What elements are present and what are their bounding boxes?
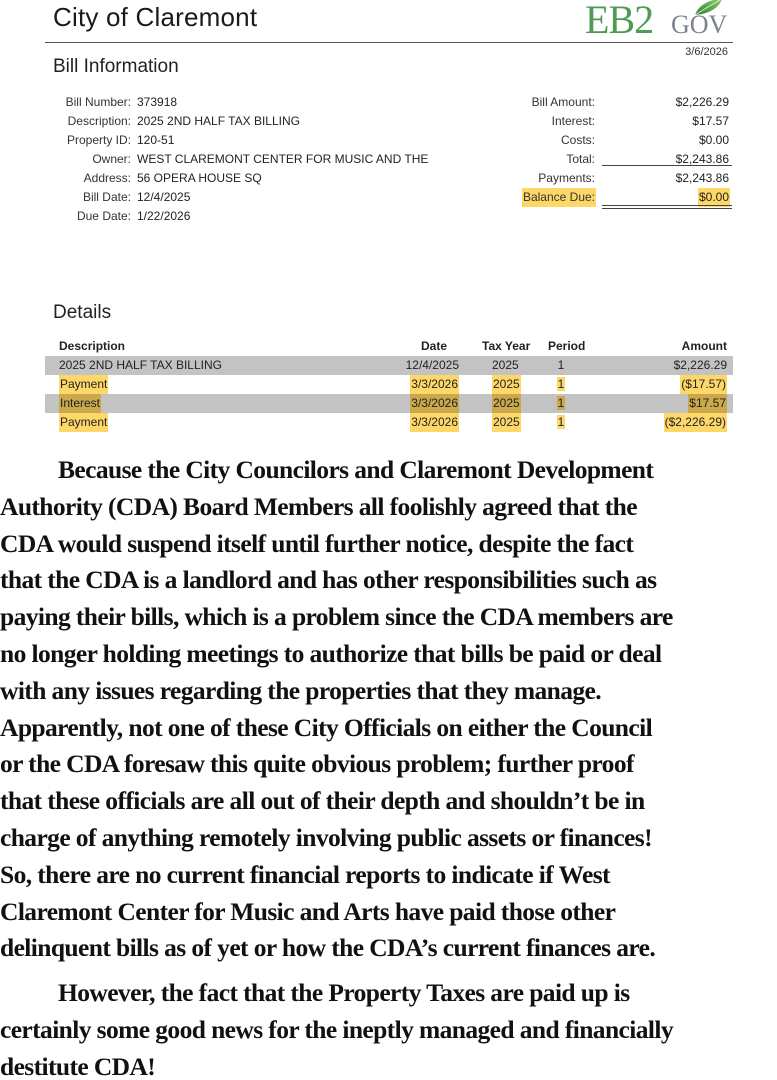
table-row [45,375,733,394]
cell-period [540,375,582,394]
field-due-date [48,207,428,226]
field-label: Due Date: [76,209,131,223]
article-paragraph-2 [0,975,777,1080]
table-header [45,337,733,356]
cell-date: 3/3/2026 [410,394,459,413]
cell-tax-year: 2025 [492,394,521,413]
field-label: Bill Number: [65,95,131,109]
cell-description: 2025 2ND HALF TAX BILLING [59,358,222,372]
article-body [0,452,777,1080]
cell-period [540,394,582,413]
cell-date: 3/3/2026 [410,375,459,394]
article-paragraph-1 [0,452,777,967]
text-line: charge of anything remotely involving public assets or finances! [0,822,652,852]
total-value: $17.57 [692,114,729,128]
field-owner [48,150,428,169]
text-line: no longer holding meetings to authorize that bills be paid or deal [0,638,662,668]
field-bill-number [48,93,428,112]
cell-period: 1 [557,358,565,372]
cell-date: 12/4/2025 [405,358,459,372]
cell-period-value: 1 [557,396,565,410]
page-title: City of Claremont [53,2,258,32]
column-header-period: Period [548,339,586,353]
cell-description: Interest [59,394,101,413]
table-row [45,413,733,432]
cell-tax-year: 2025 [492,413,521,432]
cell-description: Payment [59,413,108,432]
total-total [500,150,732,169]
text-line: Because the City Councilors and Claremont Development [58,455,654,484]
bill-info-fields [48,93,428,226]
table-row [45,394,733,413]
cell-period-value: 1 [557,415,565,429]
field-label: Description: [67,114,131,128]
table-row [45,356,733,375]
balance-double-rule-bottom [602,208,732,209]
cell-amount: $2,226.29 [673,358,727,372]
field-label: Property ID: [66,133,131,147]
field-label: Address: [83,171,131,185]
details-table [45,337,733,432]
total-value: $0.00 [698,133,729,147]
eb2gov-logo [585,0,735,42]
cell-period [540,413,582,432]
total-costs [500,131,732,150]
balance-due-label: Balance Due: [522,188,596,207]
field-value: WEST CLAREMONT CENTER FOR MUSIC AND THE [137,152,429,166]
text-line: delinquent bills as of yet or how the CDA’s current finances are. [0,933,656,963]
field-value: 56 OPERA HOUSE SQ [137,171,262,185]
column-header-tax-year: Tax Year [482,339,531,353]
cell-amount: ($17.57) [680,375,727,394]
total-label: Payments: [538,171,595,185]
cell-date: 3/3/2026 [410,413,459,432]
cell-amount: ($2,226.29) [664,413,727,432]
cell-tax-year: 2025 [492,375,521,394]
balance-due-value: $0.00 [698,188,730,207]
column-header-description: Description [59,339,126,353]
field-value: 12/4/2025 [137,190,191,204]
text-line: Authority (CDA) Board Members all foolishly agreed that the [0,491,637,521]
text-line: Claremont Center for Music and Arts have paid those other [0,896,616,926]
bill-totals [500,93,732,207]
total-bill-amount [500,93,732,112]
print-date: 3/6/2026 [685,46,728,58]
field-address [48,169,428,188]
text-line: that these officials are all out of their depth and shouldn’t be in [0,786,645,816]
cell-description: Payment [59,375,108,394]
field-value: 2025 2ND HALF TAX BILLING [137,114,300,128]
field-value: 373918 [137,95,178,109]
text-line: However, the fact that the Property Taxes are paid up is [58,978,630,1008]
column-header-amount: Amount [681,339,727,353]
total-value: $2,226.29 [675,95,729,109]
text-line: CDA would suspend itself until further notice, despite the fact [0,528,634,558]
cell-period-value: 1 [557,377,565,391]
field-property-id [48,131,428,150]
total-payments [500,169,732,188]
total-interest [500,112,732,131]
text-line: paying their bills, which is a problem since the CDA members are [0,602,673,632]
field-description [48,112,428,131]
field-value: 1/22/2026 [137,209,191,223]
field-bill-date [48,188,428,207]
bill-information-heading: Bill Information [53,56,179,77]
subtotal-rule [602,165,732,166]
total-label: Costs: [560,133,595,147]
logo-secondary-text: GOV [671,10,728,39]
text-line: So, there are no current financial reports to indicate if West [0,859,610,889]
text-line: certainly some good news for the ineptly managed and financially [0,1014,674,1044]
column-header-date: Date [420,339,447,353]
balance-double-rule-top [602,205,732,206]
total-label: Bill Amount: [531,95,595,109]
total-label: Interest: [551,114,595,128]
field-value: 120-51 [137,133,175,147]
details-heading: Details [53,302,112,323]
logo-primary-text: EB2 [585,0,654,42]
total-value: $2,243.86 [675,171,729,185]
cell-tax-year: 2025 [492,358,519,372]
text-line: with any issues regarding the properties that they manage. [0,675,602,705]
text-line: or the CDA foresaw this quite obvious problem; further proof [0,749,634,779]
total-label: Total: [566,152,595,166]
total-value: $2,243.86 [675,152,729,166]
field-label: Owner: [92,152,131,166]
field-label: Bill Date: [82,190,131,204]
header-divider [45,42,733,43]
text-line: Apparently, not one of these City Officials on either the Council [0,712,653,742]
cell-amount: $17.57 [688,394,727,413]
text-line: that the CDA is a landlord and has other responsibilities such as [0,565,657,595]
text-line: destitute CDA! [0,1051,156,1080]
